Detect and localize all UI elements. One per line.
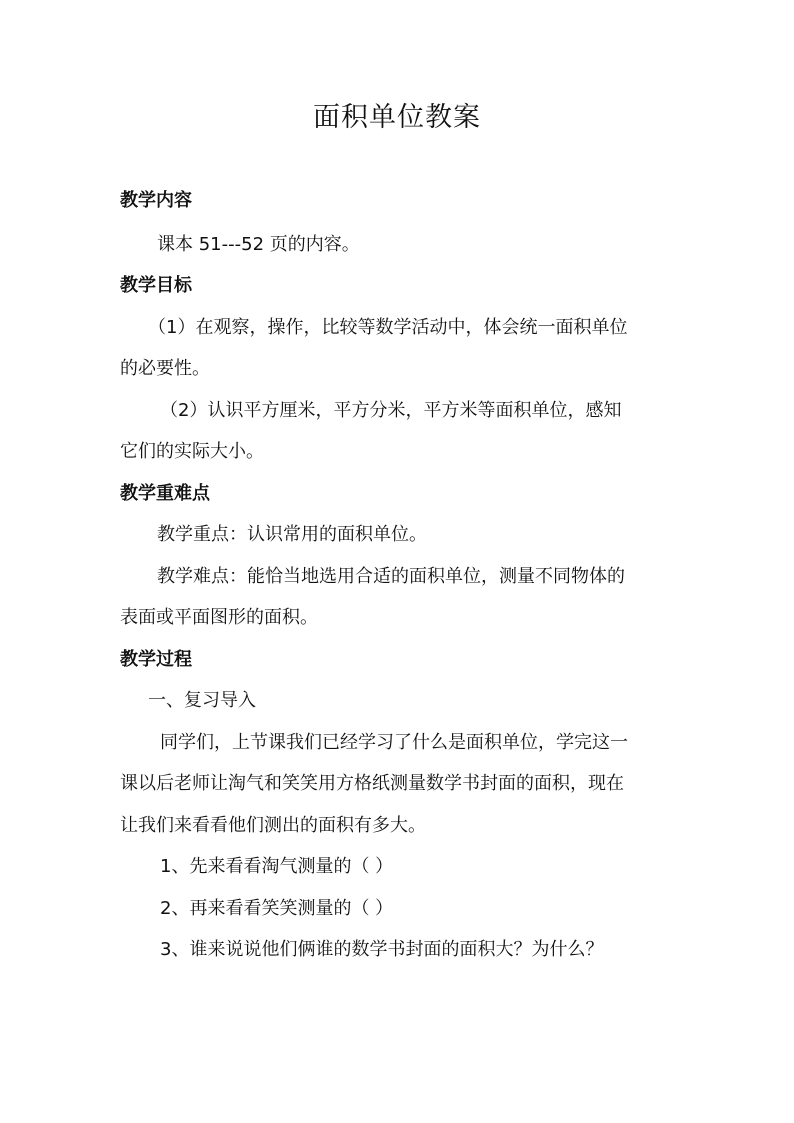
paragraph-line: 的必要性。: [120, 358, 210, 379]
paragraph-line: 课以后老师让淘气和笑笑用方格纸测量数学书封面的面积，现在: [120, 773, 624, 794]
paragraph-line: 它们的实际大小。: [120, 441, 264, 462]
paragraph-line: 让我们来看看他们测出的面积有多大。: [120, 815, 426, 836]
heading-teaching-process: 教学过程: [120, 649, 192, 670]
paragraph-line: （2）认识平方厘米，平方分米，平方米等面积单位，感知: [160, 400, 622, 421]
list-item: 3、谁来说说他们俩谁的数学书封面的面积大？为什么？: [160, 939, 604, 960]
heading-key-difficult-points: 教学重难点: [120, 483, 210, 504]
paragraph-line: （1）在观察，操作，比较等数学活动中，体会统一面积单位: [148, 317, 628, 338]
document-title: 面积单位教案: [313, 102, 481, 133]
paragraph-line: 一、复习导入: [148, 690, 256, 711]
heading-teaching-goals: 教学目标: [120, 275, 192, 296]
paragraph-line: 教学难点：能恰当地选用合适的面积单位，测量不同物体的: [157, 566, 625, 587]
paragraph-line: 表面或平面图形的面积。: [120, 607, 318, 628]
paragraph-line: 同学们，上节课我们已经学习了什么是面积单位，学完这一: [160, 732, 628, 753]
paragraph-line: 课本 51---52 页的内容。: [157, 234, 360, 255]
paragraph-line: 教学重点：认识常用的面积单位。: [157, 524, 427, 545]
list-item: 1、先来看看淘气测量的（ ）: [160, 856, 394, 877]
list-item: 2、再来看看笑笑测量的（ ）: [160, 898, 394, 919]
heading-teaching-content: 教学内容: [120, 190, 192, 211]
